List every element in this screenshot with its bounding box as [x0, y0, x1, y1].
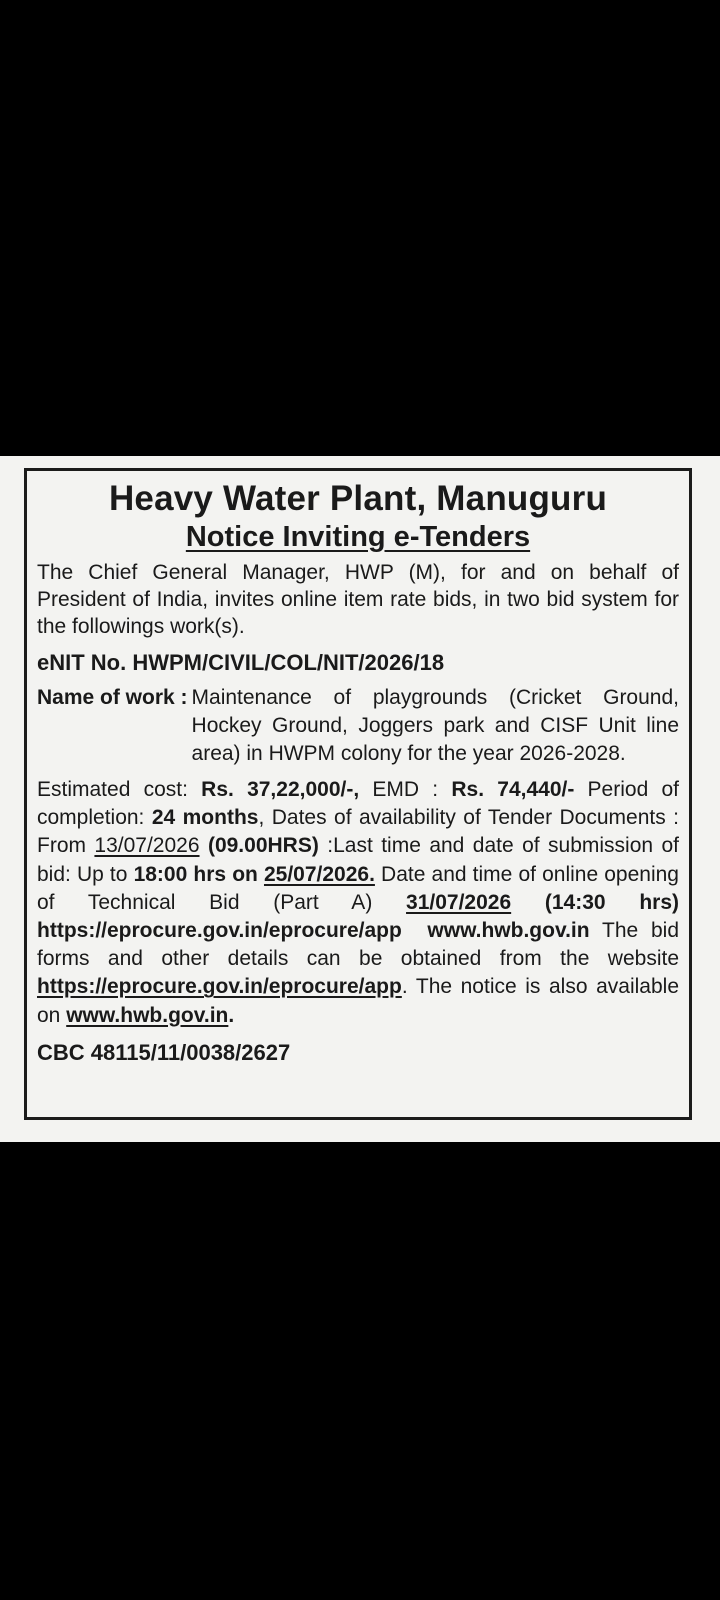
- work-description: Maintenance of playgrounds (Cricket Ground, Hockey Ground, Joggers park and CISF Unit line area) in HWPM colony for the year 2026-2028.: [191, 686, 679, 765]
- forms-text: The bid forms and other details can be obtained from the website: [37, 919, 679, 971]
- also-text: . The notice is also available on: [37, 975, 679, 1027]
- work-label: Name of work :: [37, 686, 188, 709]
- intro-paragraph: The Chief General Manager, HWP (M), for and on behalf of President of India, invites online item rate bids, in two bid system for the followings work(s).: [37, 561, 679, 638]
- availability-time: (09.00HRS): [199, 834, 319, 858]
- site-url: www.hwb.gov.in: [427, 919, 590, 943]
- newspaper-clipping: [0, 456, 720, 1142]
- opening-date: 31/07/2026: [406, 890, 512, 914]
- submission-date: 25/07/2026.: [263, 862, 375, 886]
- estimated-cost-label: Estimated cost:: [37, 778, 202, 801]
- forms-url: https://eprocure.gov.in/eprocure/app: [37, 975, 402, 999]
- opening-time: (14:30 hrs): [511, 890, 679, 914]
- emd-value: Rs. 74,440/-: [451, 778, 575, 801]
- cbc-number: CBC 48115/11/0038/2627: [37, 1039, 291, 1065]
- availability-date: 13/07/2026: [94, 834, 200, 858]
- tender-notice-box: [24, 468, 692, 1120]
- estimated-cost-value: Rs. 37,22,000/-,: [201, 778, 360, 801]
- enit-number: eNIT No. HWPM/CIVIL/COL/NIT/2026/18: [37, 650, 445, 675]
- emd-label: EMD :: [359, 778, 452, 801]
- name-of-work: [37, 684, 679, 768]
- period-label: Period of completion:: [37, 778, 679, 830]
- availability-label: , Dates of availability of Tender Documents : From: [37, 806, 679, 858]
- submission-label: :Last time and date of submission of bid: Up to: [37, 834, 679, 886]
- tender-details: [37, 776, 679, 1030]
- also-url: www.hwb.gov.in: [66, 1003, 229, 1027]
- final-period: .: [228, 1003, 235, 1027]
- submission-time: 18:00 hrs on: [133, 862, 258, 886]
- notice-title: Heavy Water Plant, Manuguru: [108, 479, 608, 518]
- notice-subtitle: Notice Inviting e-Tenders: [185, 521, 531, 553]
- period-value: 24 months: [151, 806, 259, 830]
- opening-label: Date and time of online opening of Technical Bid (Part A): [37, 862, 679, 914]
- portal-url: https://eprocure.gov.in/eprocure/app: [37, 919, 402, 943]
